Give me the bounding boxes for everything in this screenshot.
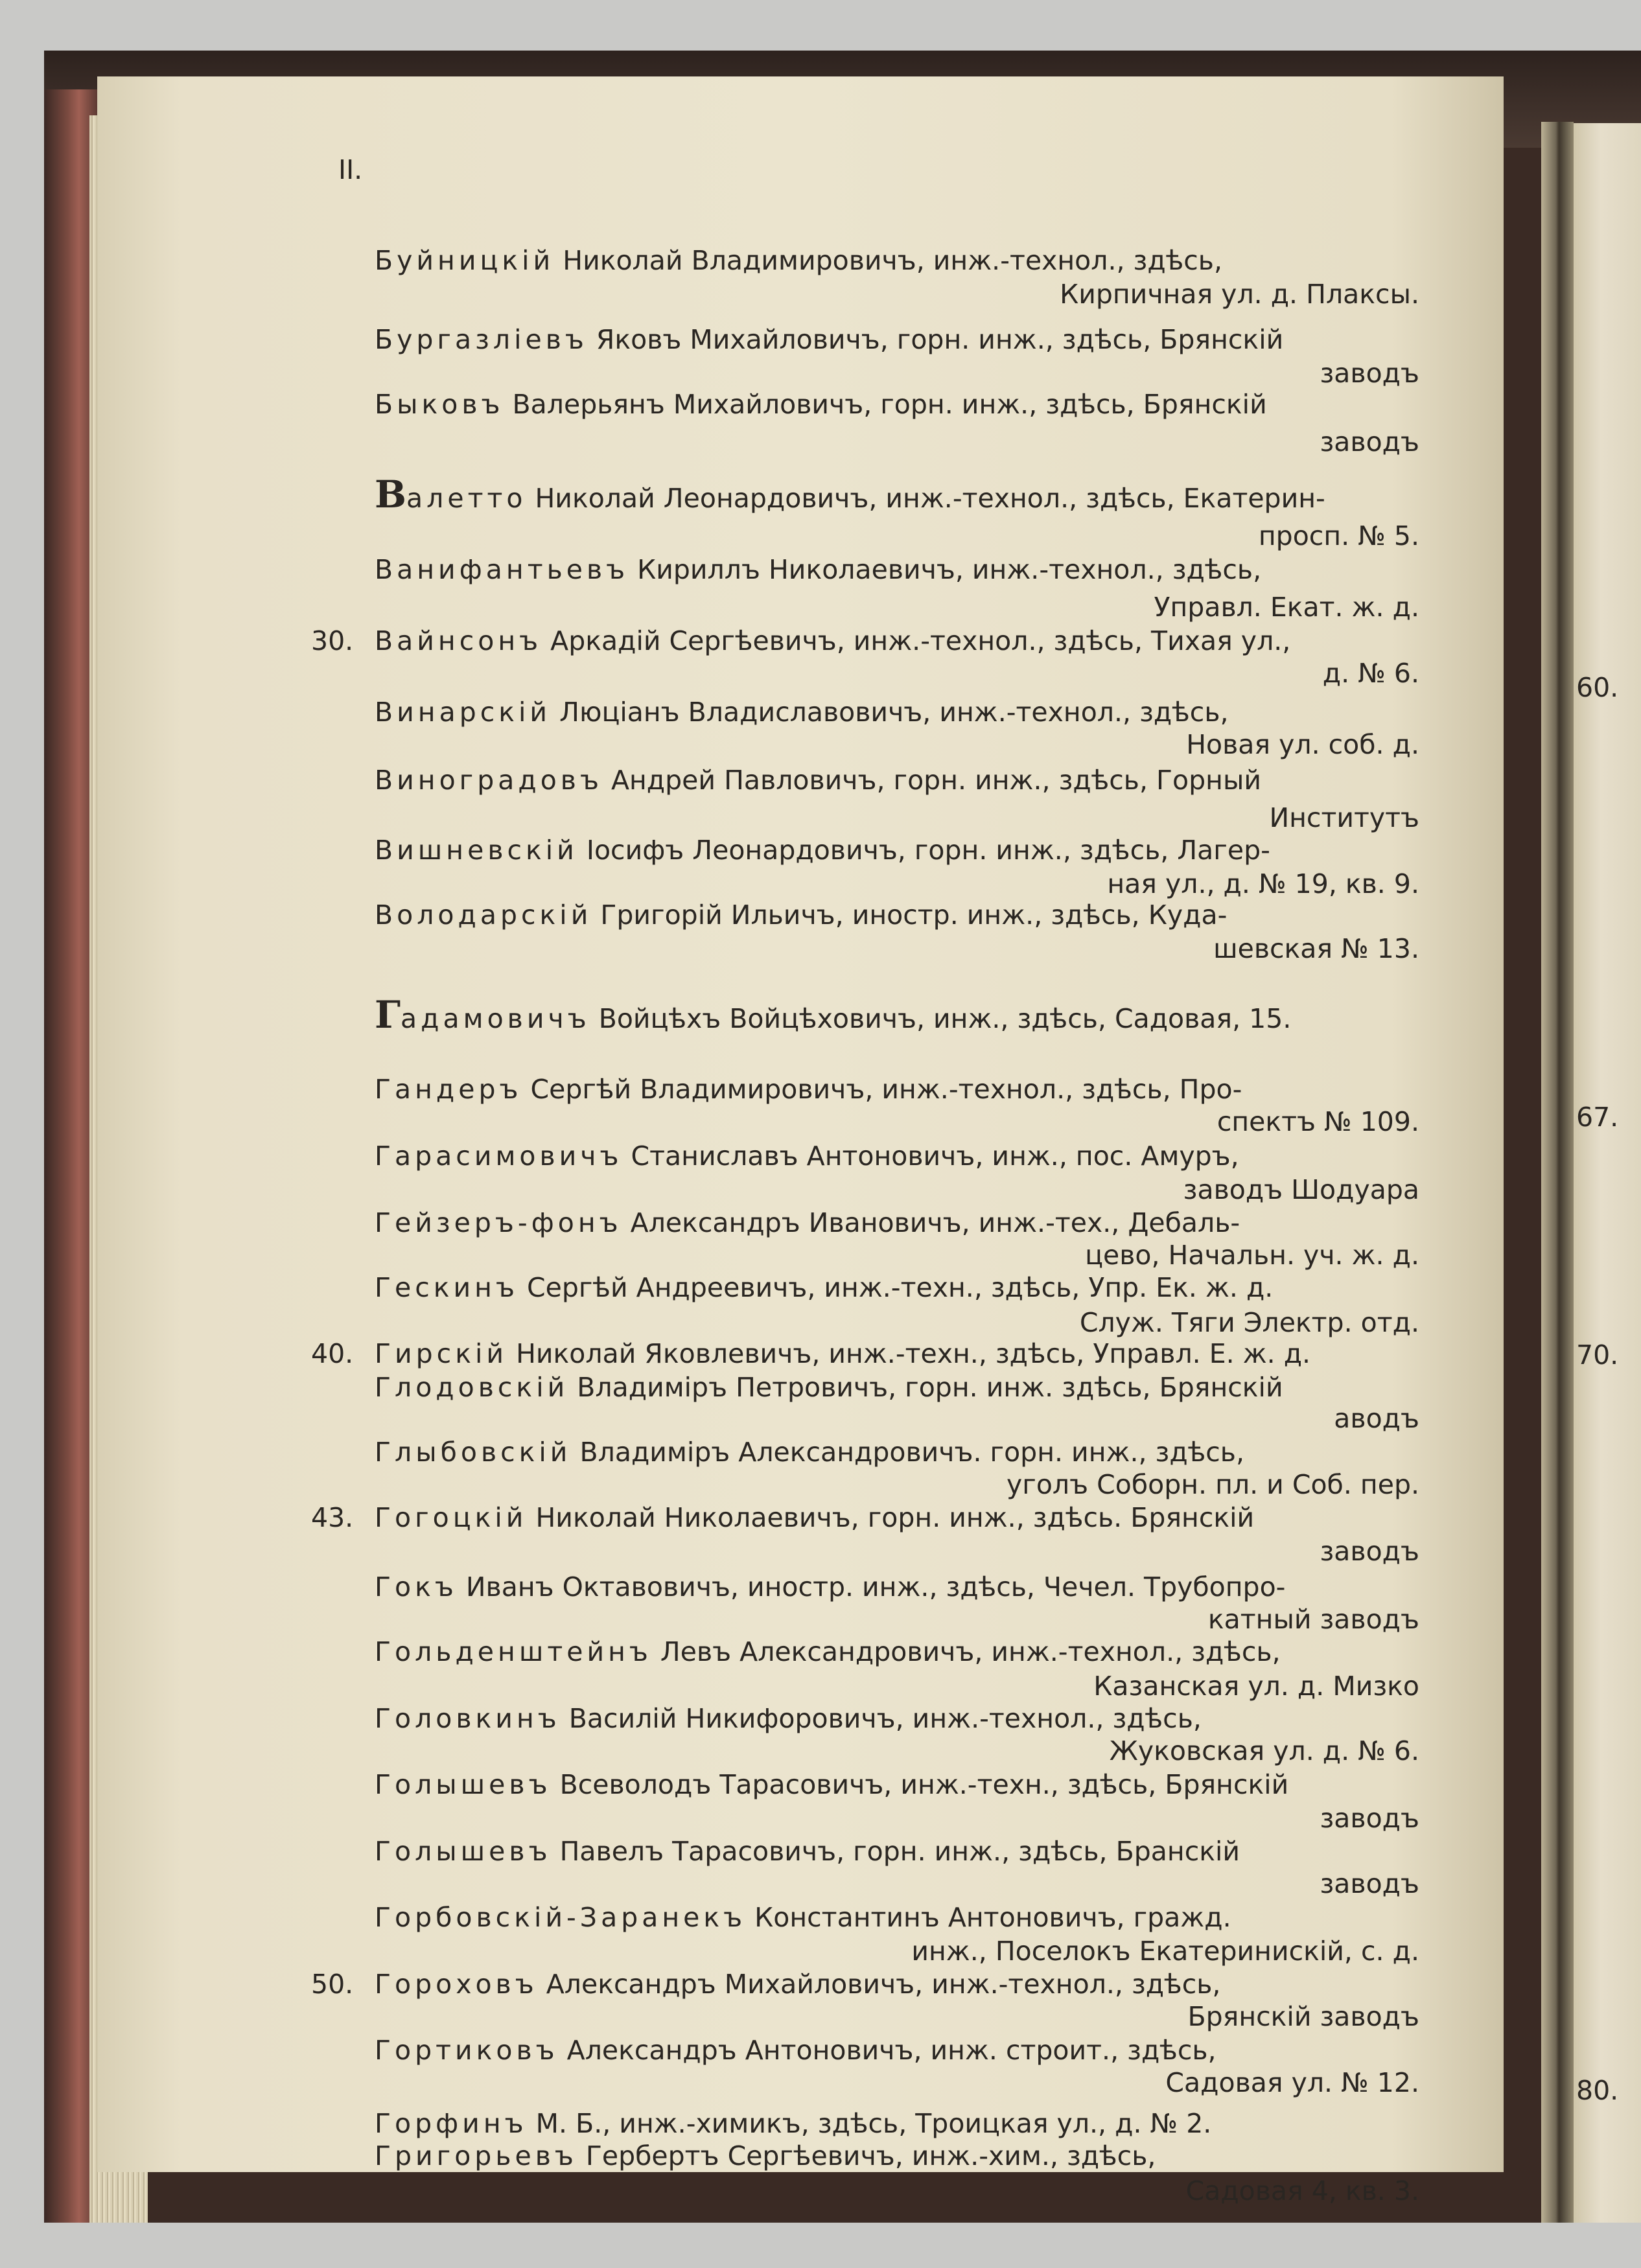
directory-entry bbox=[375, 244, 1222, 277]
entry-surname: алетто bbox=[406, 483, 527, 514]
entry-surname: Гольденштейнъ bbox=[375, 1636, 652, 1667]
entry-continuation: Брянскій заводъ bbox=[1187, 2001, 1419, 2032]
entry-details: Станиславъ Антоновичъ, инж., пос. Амуръ, bbox=[622, 1140, 1239, 1172]
entry-details: Войцѣхъ Войцѣховичъ, инж., здѣсь, Садовая, 15. bbox=[590, 1003, 1292, 1034]
facing-page-number: 60. bbox=[1576, 672, 1619, 703]
directory-entry bbox=[375, 553, 1261, 586]
entry-continuation: просп. № 5. bbox=[1258, 520, 1419, 551]
directory-page bbox=[97, 76, 1504, 2206]
facing-page-number: 70. bbox=[1576, 1339, 1619, 1371]
entry-surname: Глодовскій bbox=[375, 1372, 569, 1403]
directory-entry bbox=[375, 1435, 1244, 1469]
entry-surname: Голышевъ bbox=[375, 1769, 552, 1800]
directory-entry bbox=[375, 624, 1290, 658]
entry-continuation: уголъ Соборн. пл. и Соб. пер. bbox=[1007, 1469, 1419, 1500]
entry-surname: Быковъ bbox=[375, 389, 504, 420]
entry-surname: Винарскій bbox=[375, 697, 552, 728]
entry-surname: Глыбовскій bbox=[375, 1437, 572, 1468]
entry-details: Левъ Александровичъ, инж.-технол., здѣсь, bbox=[651, 1636, 1281, 1667]
entry-details: Александръ Ивановичъ, инж.-тех., Дебаль- bbox=[622, 1207, 1240, 1238]
entry-continuation: Институтъ bbox=[1269, 802, 1419, 833]
entry-continuation: инж., Поселокъ Екатеринискій, с. д. bbox=[911, 1936, 1419, 1967]
section-initial: Г bbox=[375, 993, 401, 1037]
entry-surname: Ванифантьевъ bbox=[375, 554, 629, 585]
entry-continuation: заводъ bbox=[1320, 1536, 1419, 1567]
entry-details: Яковъ Михайловичъ, горн. инж., здѣсь, Брянскій bbox=[587, 324, 1284, 355]
entry-surname: Голышевъ bbox=[375, 1836, 552, 1867]
entry-continuation: заводъ bbox=[1320, 1868, 1419, 1899]
entry-surname: адамовичъ bbox=[401, 1003, 590, 1034]
directory-entry bbox=[375, 1271, 1273, 1304]
entry-number: 30. bbox=[311, 625, 354, 656]
entry-surname: Виноградовъ bbox=[375, 765, 603, 796]
entry-surname: Гирскій bbox=[375, 1338, 508, 1369]
entry-details: Василій Никифоровичъ, инж.-технол., здѣсь, bbox=[560, 1703, 1202, 1734]
directory-entry bbox=[375, 388, 1267, 421]
entry-surname: Володарскій bbox=[375, 899, 592, 931]
entry-continuation: спектъ № 109. bbox=[1216, 1106, 1419, 1137]
entry-continuation: Кирпичная ул. д. Плаксы. bbox=[1060, 279, 1419, 310]
directory-entry bbox=[375, 993, 1292, 1037]
entry-continuation: заводъ Шодуара bbox=[1183, 1174, 1419, 1205]
entry-details: Сергѣй Владимировичъ, инж.-технол., здѣсь, Про- bbox=[522, 1074, 1242, 1105]
entry-surname: Гокъ bbox=[375, 1571, 458, 1603]
entry-continuation: ная ул., д. № 19, кв. 9. bbox=[1107, 868, 1419, 899]
entry-details: Александръ Михайловичъ, инж.-технол., здѣсь, bbox=[537, 1969, 1221, 2000]
entry-surname: Гейзеръ-фонъ bbox=[375, 1207, 622, 1238]
directory-entry bbox=[375, 1834, 1240, 1868]
entry-details: Сергѣй Андреевичъ, инж.-техн., здѣсь, Упр. Ек. ж. д. bbox=[518, 1272, 1274, 1303]
entry-number: 43. bbox=[311, 1502, 354, 1533]
entry-surname: Гарасимовичъ bbox=[375, 1140, 623, 1172]
directory-entry bbox=[375, 898, 1227, 932]
entry-details: Кириллъ Николаевичъ, инж.-технол., здѣсь, bbox=[629, 554, 1262, 585]
entry-surname: Гескинъ bbox=[375, 1272, 518, 1303]
directory-entry bbox=[375, 1139, 1239, 1173]
entry-details: Григорій Ильичъ, иностр. инж., здѣсь, Куда- bbox=[592, 899, 1228, 931]
directory-entry bbox=[375, 2107, 1211, 2140]
entry-continuation: шевская № 13. bbox=[1213, 933, 1419, 964]
entry-details: Гербертъ Сергѣевичъ, инж.-хим., здѣсь, bbox=[577, 2140, 1156, 2171]
page-number: II. bbox=[338, 154, 363, 185]
directory-entry bbox=[375, 695, 1229, 729]
directory-entry bbox=[375, 2033, 1216, 2067]
directory-entry bbox=[375, 1967, 1220, 2001]
entry-details: Андрей Павловичъ, горн. инж., здѣсь, Горный bbox=[602, 765, 1261, 796]
directory-entry bbox=[375, 1635, 1281, 1669]
entry-details: Люціанъ Владиславовичъ, инж.-технол., здѣсь, bbox=[551, 697, 1229, 728]
entry-continuation: Садовая 4, кв. 3. bbox=[1185, 2175, 1419, 2206]
entry-details: Константинъ Антоновичъ, гражд. bbox=[746, 1902, 1231, 1933]
facing-page-number: 80. bbox=[1576, 2075, 1619, 2106]
directory-entry bbox=[375, 323, 1283, 356]
entry-continuation: Новая ул. соб. д. bbox=[1186, 729, 1419, 760]
entry-surname: Гогоцкій bbox=[375, 1502, 528, 1533]
book-gutter bbox=[1541, 122, 1574, 2223]
entry-continuation: заводъ bbox=[1320, 358, 1419, 389]
entry-surname: Гандеръ bbox=[375, 1074, 522, 1105]
entry-surname: Буйницкій bbox=[375, 245, 555, 276]
entry-surname: Горфинъ bbox=[375, 2108, 528, 2139]
entry-continuation: Управл. Екат. ж. д. bbox=[1154, 592, 1419, 623]
directory-entry bbox=[375, 833, 1270, 867]
entry-details: Николай Владимировичъ, инж.-технол., здѣсь, bbox=[554, 245, 1222, 276]
entry-details: Всеволодъ Тарасовичъ, инж.-техн., здѣсь, Брянскій bbox=[551, 1769, 1289, 1800]
entry-continuation: заводъ bbox=[1320, 426, 1419, 457]
directory-entry bbox=[375, 1206, 1240, 1240]
directory-entry bbox=[375, 1337, 1310, 1371]
entry-continuation: Казанская ул. д. Мизко bbox=[1093, 1671, 1419, 1702]
entry-details: Валерьянъ Михайловичъ, горн. инж., здѣсь, Брянскій bbox=[504, 389, 1267, 420]
directory-entry bbox=[375, 1371, 1283, 1404]
entry-surname: Григорьевъ bbox=[375, 2140, 577, 2171]
directory-entry bbox=[375, 1570, 1285, 1604]
directory-entry bbox=[375, 1702, 1202, 1735]
entry-details: Николай Леонардовичъ, инж.-технол., здѣсь, Екатерин- bbox=[526, 483, 1325, 514]
entry-continuation: цево, Начальн. уч. ж. д. bbox=[1085, 1240, 1419, 1271]
entry-details: Владиміръ Александровичъ. горн. инж., здѣсь, bbox=[571, 1437, 1244, 1468]
entry-continuation: заводъ bbox=[1320, 1803, 1419, 1834]
entry-details: М. Б., инж.-химикъ, здѣсь, Троицкая ул., д. № 2. bbox=[527, 2108, 1212, 2139]
entry-details: Аркадій Сергѣевичъ, инж.-технол., здѣсь, Тихая ул., bbox=[542, 625, 1291, 656]
entry-surname: Горбовскій-Заранекъ bbox=[375, 1902, 747, 1933]
entry-surname: Гороховъ bbox=[375, 1969, 538, 2000]
entry-surname: Головкинъ bbox=[375, 1703, 561, 1734]
entry-details: Николай Николаевичъ, горн. инж., здѣсь. Брянскій bbox=[527, 1502, 1255, 1533]
directory-entry bbox=[375, 472, 1325, 516]
entry-surname: Гортиковъ bbox=[375, 2035, 559, 2066]
entry-continuation: Служ. Тяги Электр. отд. bbox=[1079, 1307, 1419, 1338]
directory-entry bbox=[375, 1501, 1254, 1534]
entry-continuation: д. № 6. bbox=[1322, 658, 1419, 689]
entry-number: 50. bbox=[311, 1969, 354, 2000]
entry-surname: Вишневскій bbox=[375, 835, 578, 866]
facing-page bbox=[1574, 123, 1641, 2223]
directory-entry bbox=[375, 1072, 1242, 1106]
entry-continuation: Жуковская ул. д. № 6. bbox=[1109, 1735, 1419, 1766]
entry-details: Павелъ Тарасовичъ, горн. инж., здѣсь, Бранскій bbox=[551, 1836, 1240, 1867]
entry-details: Николай Яковлевичъ, инж.-техн., здѣсь, Управл. Е. ж. д. bbox=[507, 1338, 1311, 1369]
entry-details: Іосифъ Леонардовичъ, горн. инж., здѣсь, Лагер- bbox=[577, 835, 1270, 866]
entry-details: Александръ Антоновичъ, инж. строит., здѣсь, bbox=[558, 2035, 1216, 2066]
directory-entry bbox=[375, 2139, 1156, 2173]
entry-number: 40. bbox=[311, 1338, 354, 1369]
directory-entry bbox=[375, 1901, 1231, 1934]
entry-continuation: Садовая ул. № 12. bbox=[1165, 2067, 1419, 2098]
entry-details: Иванъ Октавовичъ, иностр. инж., здѣсь, Чечел. Трубопро- bbox=[457, 1571, 1286, 1603]
entry-surname: Вайнсонъ bbox=[375, 625, 542, 656]
directory-entry bbox=[375, 763, 1261, 797]
facing-page-number: 67. bbox=[1576, 1102, 1619, 1133]
section-initial: В bbox=[375, 472, 407, 516]
entry-continuation: катный заводъ bbox=[1207, 1604, 1419, 1635]
entry-continuation: аводъ bbox=[1334, 1403, 1419, 1434]
entry-surname: Бургазліевъ bbox=[375, 324, 588, 355]
entry-details: Владиміръ Петровичъ, горн. инж. здѣсь, Брянскій bbox=[568, 1372, 1283, 1403]
directory-entry bbox=[375, 1768, 1288, 1801]
